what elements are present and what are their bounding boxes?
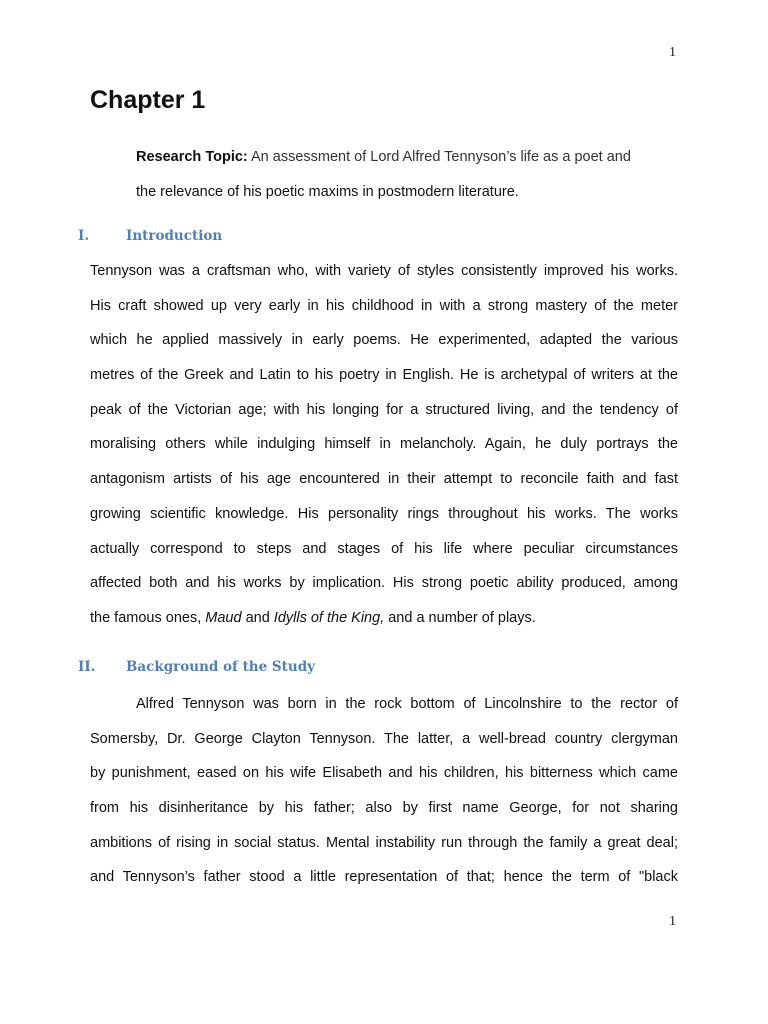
background-line: and Tennyson’s father stood a little representation of that; hence the term of "black <box>90 869 678 886</box>
research-topic-line-1 <box>136 140 696 175</box>
page-number-bottom: 1 <box>669 914 676 929</box>
introduction-paragraph <box>90 254 678 636</box>
research-topic-text-1: An assessment of Lord Alfred Tennyson’s life as a poet and <box>250 149 631 165</box>
research-topic <box>136 140 696 209</box>
section-number-background: II. <box>78 659 96 675</box>
introduction-last-line-suffix: and a number of plays. <box>384 609 536 626</box>
background-line: ambitions of rising in social status. Mental instability run through the family a great deal; <box>90 834 678 851</box>
introduction-last-line <box>90 601 678 636</box>
section-title-background: Background of the Study <box>126 659 315 675</box>
background-line: Somersby, Dr. George Clayton Tennyson. The latter, a well-bread country clergyman <box>90 730 678 747</box>
chapter-title: Chapter 1 <box>90 86 206 114</box>
section-heading-introduction <box>78 228 222 244</box>
background-paragraph <box>90 687 678 895</box>
introduction-line: actually correspond to steps and stages of his life where peculiar circumstances <box>90 540 678 557</box>
section-heading-background <box>78 659 315 675</box>
introduction-line: His craft showed up very early in his childhood in with a strong mastery of the meter <box>90 297 678 314</box>
introduction-line: moralising others while indulging himself in melancholy. Again, he duly portrays the <box>90 436 678 453</box>
introduction-line: growing scientific knowledge. His personality rings throughout his works. The works <box>90 505 678 522</box>
background-line: from his disinheritance by his father; also by first name George, for not sharing <box>90 800 678 817</box>
background-line: by punishment, eased on his wife Elisabeth and his children, his bitterness which came <box>90 765 678 782</box>
introduction-line: peak of the Victorian age; with his longing for a structured living, and the tendency of <box>90 401 678 418</box>
introduction-line: metres of the Greek and Latin to his poetry in English. He is archetypal of writers at the <box>90 367 678 384</box>
research-topic-label: Research Topic: <box>136 149 248 165</box>
section-title-introduction: Introduction <box>126 228 223 244</box>
introduction-and-text: and <box>241 609 274 626</box>
introduction-line: which he applied massively in early poems. He experimented, adapted the various <box>90 332 678 349</box>
section-number-introduction: I. <box>78 228 90 244</box>
background-line: Alfred Tennyson was born in the rock bottom of Lincolnshire to the rector of <box>136 696 678 712</box>
page-number-top: 1 <box>669 45 676 60</box>
introduction-line: antagonism artists of his age encountered in their attempt to reconcile faith and fast <box>90 471 678 488</box>
introduction-line: affected both and his works by implication. His strong poetic ability produced, among <box>90 575 678 592</box>
research-topic-line-2: the relevance of his poetic maxims in postmodern literature. <box>136 183 519 200</box>
introduction-last-line-prefix: the famous ones, <box>90 609 206 626</box>
work-title-idylls: Idylls of the King, <box>273 609 385 626</box>
work-title-maud: Maud <box>205 609 242 626</box>
introduction-line: Tennyson was a craftsman who, with variety of styles consistently improved his works. <box>90 263 678 279</box>
